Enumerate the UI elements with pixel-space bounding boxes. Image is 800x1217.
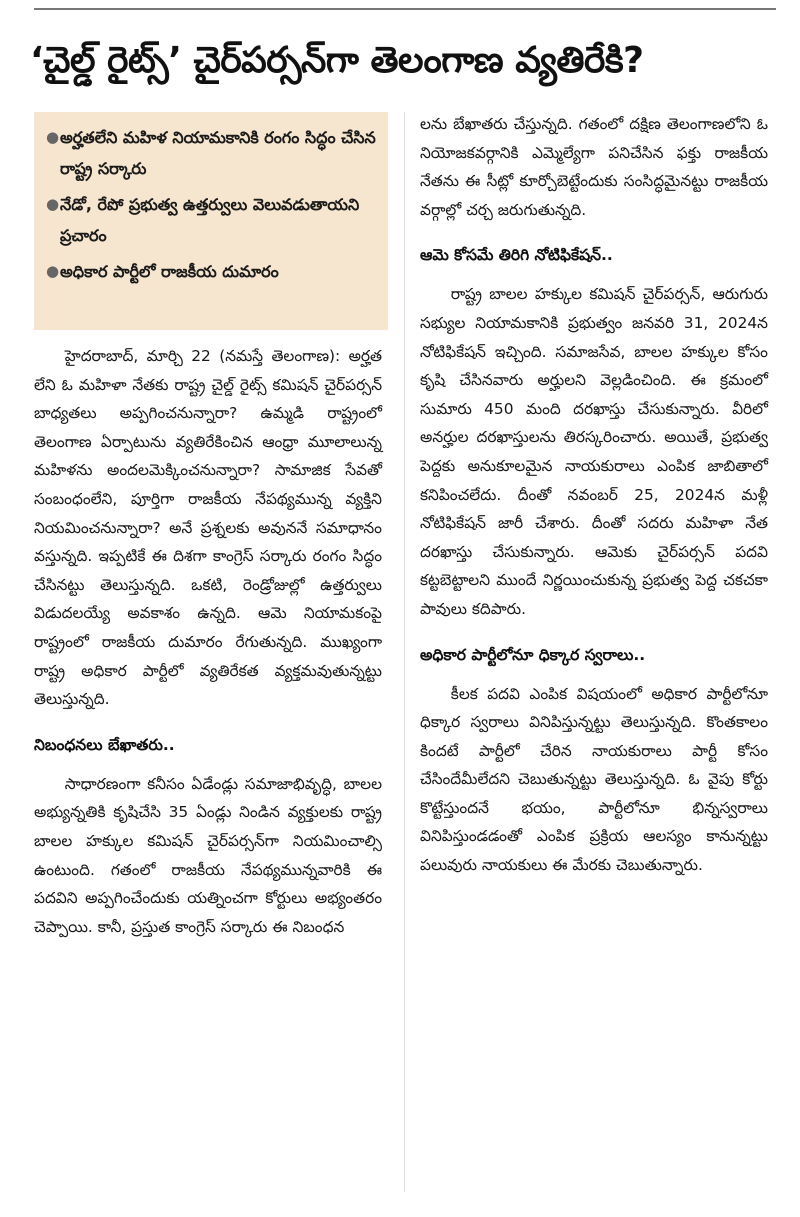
bullet-icon: ● [46, 128, 60, 146]
right-column [420, 110, 768, 880]
highlights-box [34, 112, 388, 330]
highlight-item [46, 189, 380, 251]
subheading-dissent: అధికార పార్టీలోనూ ధిక్కార స్వరాలు.. [420, 645, 646, 664]
dissent-paragraph: కీలక పదవి ఎంపిక విషయంలో అధికార పార్టీలోనూ ధిక్కార స్వరాలు వినిపిస్తున్నట్టు తెలుస్తున్నది. కొంతకాలం కిందటే పార్టీలో చేరిన నాయకురాలు పార్టీ కోసం చేసిందేమీలేదని చెబుతున్నట్టు తెలుస్తున్నది. ఓ వైపు కోర్టు కొట్టేస్తుందనే భయం, పార్టీలోనూ భిన్నస్వరాలు వినిపిస్తుండడంతో ఎంపిక ప్రక్రియ ఆలస్యం కానున్నట్టు పలువురు నాయకులు ఈ మేరకు చెబుతున్నారు. [420, 684, 768, 875]
top-rule [34, 8, 776, 10]
intro-paragraph: హైదరాబాద్, మార్చి 22 (నమస్తే తెలంగాణ): అర్హత లేని ఓ మహిళా నేతకు రాష్ట్ర చైల్డ్ రైట్స్ కమిషన్ చైర్‌పర్సన్ బాధ్యతలు అప్పగించనున్నారా? ఉమ్మడి రాష్ట్రంలో తెలంగాణ ఏర్పాటును వ్యతిరేకించిన ఆంధ్రా మూలాలున్న మహిళను అందలమెక్కించనున్నారా? సామాజిక సేవతో సంబంధంలేని, పూర్తిగా రాజకీయ నేపథ్యమున్న వ్యక్తిని నియమించనున్నారా? అనే ప్రశ్నలకు అవుననే సమాధానం వస్తున్నది. ఇప్పటికే ఈ దిశగా కాంగ్రెస్ సర్కారు రంగం సిద్ధం చేసినట్టు తెలుస్తున్నది. ఒకటి, రెండ్రోజుల్లో ఉత్తర్వులు విడుదలయ్యే అవకాశం ఉన్నది. ఆమె నియామకంపై రాష్ట్రంలో రాజకీయ దుమారం రేగుతున్నది. ముఖ్యంగా రాష్ట్ర అధికార పార్టీలో వ్యతిరేకత వ్యక్తమవుతున్నట్టు తెలుస్తున్నది. [34, 347, 382, 709]
highlight-item [46, 256, 380, 287]
subheading-renotification: ఆమె కోసమే తిరిగి నోటిఫికేషన్.. [420, 246, 613, 265]
continued-paragraph: లను బేఖాతరు చేస్తున్నది. గతంలో దక్షిణ తెలంగాణలోని ఓ నియోజకవర్గానికి ఎమ్మెల్యేగా పనిచేసిన ఫక్తు రాజకీయ నేతను ఈ సీట్లో కూర్చోబెట్టేందుకు సంసిద్ధమైనట్టు రాజకీయ వర్గాల్లో చర్చ జరుగుతున్నది. [420, 115, 768, 219]
bullet-icon: ● [46, 195, 60, 213]
highlight-item [46, 122, 380, 184]
headline: ‘చైల్డ్ రైట్స్’ చైర్‌పర్సన్‌గా తెలంగాణ వ్యతిరేకి? [30, 40, 644, 81]
subheading-rules-ignored: నిబంధనలు బేఖాతరు.. [34, 735, 175, 754]
highlight-text: అధికార పార్టీలో రాజకీయ దుమారం [60, 262, 279, 281]
left-column [34, 342, 382, 941]
highlight-text: నేడో, రేపో ప్రభుత్వ ఉత్తర్వులు వెలువడుతాయని ప్రచారం [60, 195, 360, 245]
column-divider [404, 112, 405, 1192]
notification-paragraph: రాష్ట్ర బాలల హక్కుల కమిషన్ చైర్‌పర్సన్, ఆరుగురు సభ్యుల నియామకానికి ప్రభుత్వం జనవరి 31, 2024న నోటిఫికేషన్ ఇచ్చింది. సమాజసేవ, బాలల హక్కుల కోసం కృషి చేసినవారు అర్హులని వెల్లడించింది. ఈ క్రమంలో సుమారు 450 మంది దరఖాస్తు చేసుకున్నారు. వీరిలో అనర్హుల దరఖాస్తులను తిరస్కరించారు. అయితే, ప్రభుత్వ పెద్దకు అనుకూలమైన నాయకురాలు ఎంపిక జాబితాలో కనిపించలేదు. దీంతో నవంబర్ 25, 2024న మళ్లీ నోటిఫికేషన్ జారీ చేశారు. దీంతో సదరు మహిళా నేత దరఖాస్తు చేసుకున్నారు. ఆమెకు చైర్‌పర్సన్ పదవి కట్టబెట్టాలని ముందే నిర్ణయించుకున్న ప్రభుత్వ పెద్ద చకచకా పావులు కదిపారు. [420, 285, 768, 618]
rules-paragraph: సాధారణంగా కనీసం ఏడేండ్లు సమాజాభివృద్ధి, బాలల అభ్యున్నతికి కృషిచేసి 35 ఏండ్లు నిండిన వ్యక్తులకు రాష్ట్ర బాలల హక్కుల కమిషన్ చైర్‌పర్సన్‌గా నియమించాల్సి ఉంటుంది. గతంలో రాజకీయ నేపథ్యమున్నవారికి ఈ పదవిని అప్పగించేందుకు యత్నించగా కోర్టులు అభ్యంతరం చెప్పాయి. కానీ, ప్రస్తుత కాంగ్రెస్ సర్కారు ఈ నిబంధన [34, 774, 382, 936]
bullet-icon: ● [46, 262, 60, 280]
highlight-text: అర్హతలేని మహిళ నియామకానికి రంగం సిద్ధం చేసిన రాష్ట్ర సర్కారు [60, 128, 376, 178]
